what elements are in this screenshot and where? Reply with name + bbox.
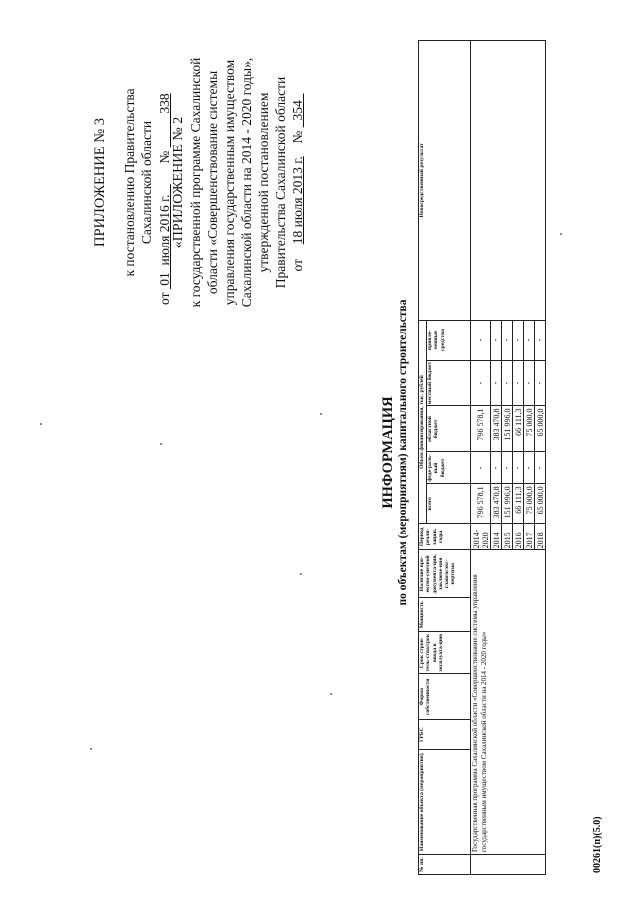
- table-row: [471, 41, 491, 875]
- cell-federal: -: [471, 452, 491, 484]
- cell-federal: -: [535, 452, 546, 484]
- cell-extra: -: [513, 320, 524, 360]
- page-title: ИНФОРМАЦИЯ: [380, 396, 396, 509]
- document-code: 00261(п)(5.0): [592, 816, 603, 873]
- cell-extra: -: [491, 320, 502, 360]
- cell-result: [471, 41, 546, 321]
- header-no: № пп.: [419, 855, 471, 875]
- cell-total: 75 000,0: [524, 484, 535, 524]
- scan-speck: [90, 749, 92, 751]
- header-extra: привле-ченные средства: [427, 320, 471, 360]
- cell-local: -: [491, 360, 502, 406]
- header-period: Период реали-зации, годы: [419, 524, 471, 550]
- cell-total: 151 996,0: [502, 484, 513, 524]
- cell-extra: -: [471, 320, 491, 360]
- attachment2-date: 18 июля 2013 г.: [290, 156, 305, 245]
- header-capacity: Мощность: [419, 598, 471, 632]
- attachment2-date-line: от 18 июля 2013 г. № 354: [290, 100, 305, 272]
- cell-local: -: [502, 360, 513, 406]
- attachment2-line4: Сахалинской области на 2014 - 2020 годы»,: [239, 57, 254, 308]
- cell-extra: -: [524, 320, 535, 360]
- attachment3-number: 338: [157, 93, 172, 114]
- attachment3-date-year: 2016: [157, 205, 172, 233]
- attachment3-title: ПРИЛОЖЕНИЕ № 3: [92, 118, 108, 247]
- scan-speck: [560, 234, 562, 236]
- header-regional: областной бюджет: [427, 406, 471, 452]
- scan-speck: [330, 694, 332, 696]
- scan-speck: [300, 574, 302, 576]
- header-name: Наименование объекта (мероприятия): [419, 750, 471, 855]
- cell-total: 383 470,8: [491, 484, 502, 524]
- cell-local: -: [524, 360, 535, 406]
- header-funding: Объем финансирования, тыс. рублей: [419, 320, 427, 524]
- attachment2-block: [170, 40, 306, 325]
- attachment2-line2: области «Совершенствование системы: [205, 70, 220, 295]
- cell-no: [471, 855, 546, 875]
- cell-regional: 66 111,3: [513, 406, 524, 452]
- header-federal: феде-раль-ный бюджет: [427, 452, 471, 484]
- cell-extra: -: [502, 320, 513, 360]
- header-total: всего: [427, 484, 471, 524]
- cell-regional: 383 470,8: [491, 406, 502, 452]
- cell-local: -: [471, 360, 491, 406]
- cell-period: 2015: [502, 524, 513, 550]
- cell-regional: 75 000,0: [524, 406, 535, 452]
- cell-federal: -: [502, 452, 513, 484]
- cell-extra: -: [535, 320, 546, 360]
- cell-period: 2014-2020: [471, 524, 491, 550]
- cell-regional: 796 578,1: [471, 406, 491, 452]
- attachment2-number: 354: [290, 100, 305, 121]
- header-local: местный бюджет: [427, 360, 471, 406]
- attachment3-block: [92, 60, 173, 305]
- attachment3-date-line: от 01 июля 2016 г. № 338: [157, 93, 172, 305]
- cell-period: 2016: [513, 524, 524, 550]
- header-docs: Наличие про-ектно-сметной документа-ции, заключе-ния главгосэкс-пертизы: [419, 550, 471, 598]
- attachment2-line6: Правительства Сахалинской области: [273, 76, 288, 289]
- attachment3-date-month: июля: [157, 235, 172, 266]
- cell-local: -: [535, 360, 546, 406]
- cell-total: 796 578,1: [471, 484, 491, 524]
- cell-total: 65 000,0: [535, 484, 546, 524]
- capital-construction-table: [418, 40, 546, 875]
- header-term: Срок строи-тель-ства/срок ввода в эксплуата-цию: [419, 632, 471, 674]
- attachment3-date-day: 01: [157, 272, 172, 286]
- table-header-row: [419, 41, 427, 875]
- header-ownership: Форма собственности: [419, 674, 471, 720]
- cell-period: 2017: [524, 524, 535, 550]
- attachment3-line2: Сахалинской области: [139, 120, 154, 245]
- cell-federal: -: [524, 452, 535, 484]
- cell-federal: -: [491, 452, 502, 484]
- header-result: Непосредственный результат: [419, 41, 471, 321]
- scan-speck: [320, 414, 322, 416]
- program-name: Государственная программа Сахалинской области «Совершенствование системы управления государственным имуществом Сахалинской области на 2014 - 2020 годы»: [471, 550, 546, 855]
- cell-regional: 151 996,0: [502, 406, 513, 452]
- attachment2-line5: утвержденной постановлением: [256, 92, 271, 273]
- cell-regional: 65 000,0: [535, 406, 546, 452]
- header-grbs: ГРБС: [419, 720, 471, 750]
- cell-total: 66 111,3: [513, 484, 524, 524]
- cell-local: -: [513, 360, 524, 406]
- cell-period: 2018: [535, 524, 546, 550]
- page-subtitle: по объектам (мероприятиям) капитального строительства: [397, 299, 409, 606]
- attachment2-line3: управления государственным имуществом: [222, 59, 237, 306]
- cell-federal: -: [513, 452, 524, 484]
- cell-period: 2014: [491, 524, 502, 550]
- attachment3-line1: к постановлению Правительства: [122, 88, 137, 277]
- attachment2-title: «ПРИЛОЖЕНИЕ № 2: [171, 116, 186, 249]
- scan-speck: [160, 444, 162, 446]
- attachment2-line1: к государственной программе Сахалинской: [188, 57, 203, 308]
- scan-speck: [40, 424, 42, 426]
